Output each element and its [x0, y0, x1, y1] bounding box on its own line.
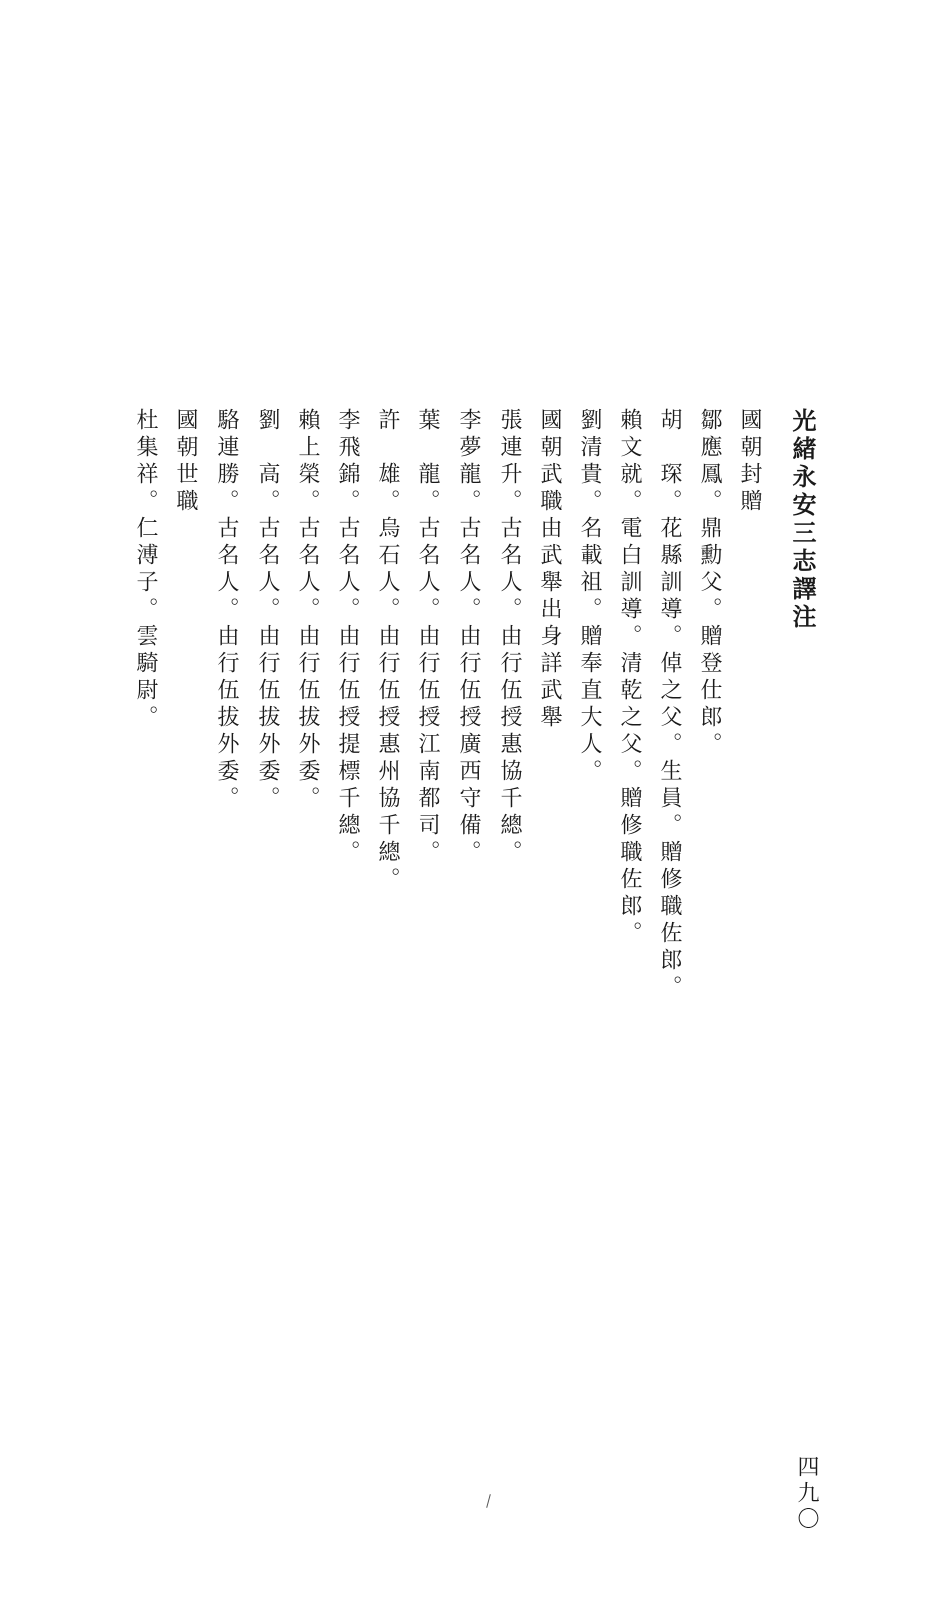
text-column: 張連升。古名人。由行伍授惠協千總。 [497, 408, 522, 867]
text-column: 劉 高。古名人。由行伍拔外委。 [255, 408, 280, 813]
running-title: 光緒永安三志譯注 [788, 408, 817, 632]
text-column: 賴上榮。古名人。由行伍拔外委。 [295, 408, 320, 813]
scan-mark [486, 1494, 491, 1508]
page-number: 四九〇 [794, 1455, 819, 1533]
text-column: 李飛錦。古名人。由行伍授提標千總。 [335, 408, 360, 867]
text-column: 賴文就。電白訓導。清乾之父。贈修職佐郎。 [617, 408, 642, 948]
text-column: 鄒應鳳。鼎勳父。贈登仕郎。 [697, 408, 722, 759]
text-column: 許 雄。烏石人。由行伍授惠州協千總。 [375, 408, 400, 894]
text-column: 葉 龍。古名人。由行伍授江南都司。 [415, 408, 440, 867]
section-heading-wu-zhi: 國朝武職由武舉出身詳武舉 [537, 408, 562, 732]
text-column: 駱連勝。古名人。由行伍拔外委。 [214, 408, 239, 813]
text-column: 杜集祥。仁溥子。雲騎尉。 [133, 408, 158, 732]
text-column: 李夢龍。古名人。由行伍授廣西守備。 [456, 408, 481, 867]
text-column: 胡 琛。花縣訓導。倬之父。生員。贈修職佐郎。 [657, 408, 682, 1002]
text-column: 劉清貴。名載祖。贈奉直大人。 [577, 408, 602, 786]
section-heading-shi-zhi: 國朝世職 [173, 408, 198, 516]
section-heading-feng-zeng: 國朝封贈 [737, 408, 762, 516]
